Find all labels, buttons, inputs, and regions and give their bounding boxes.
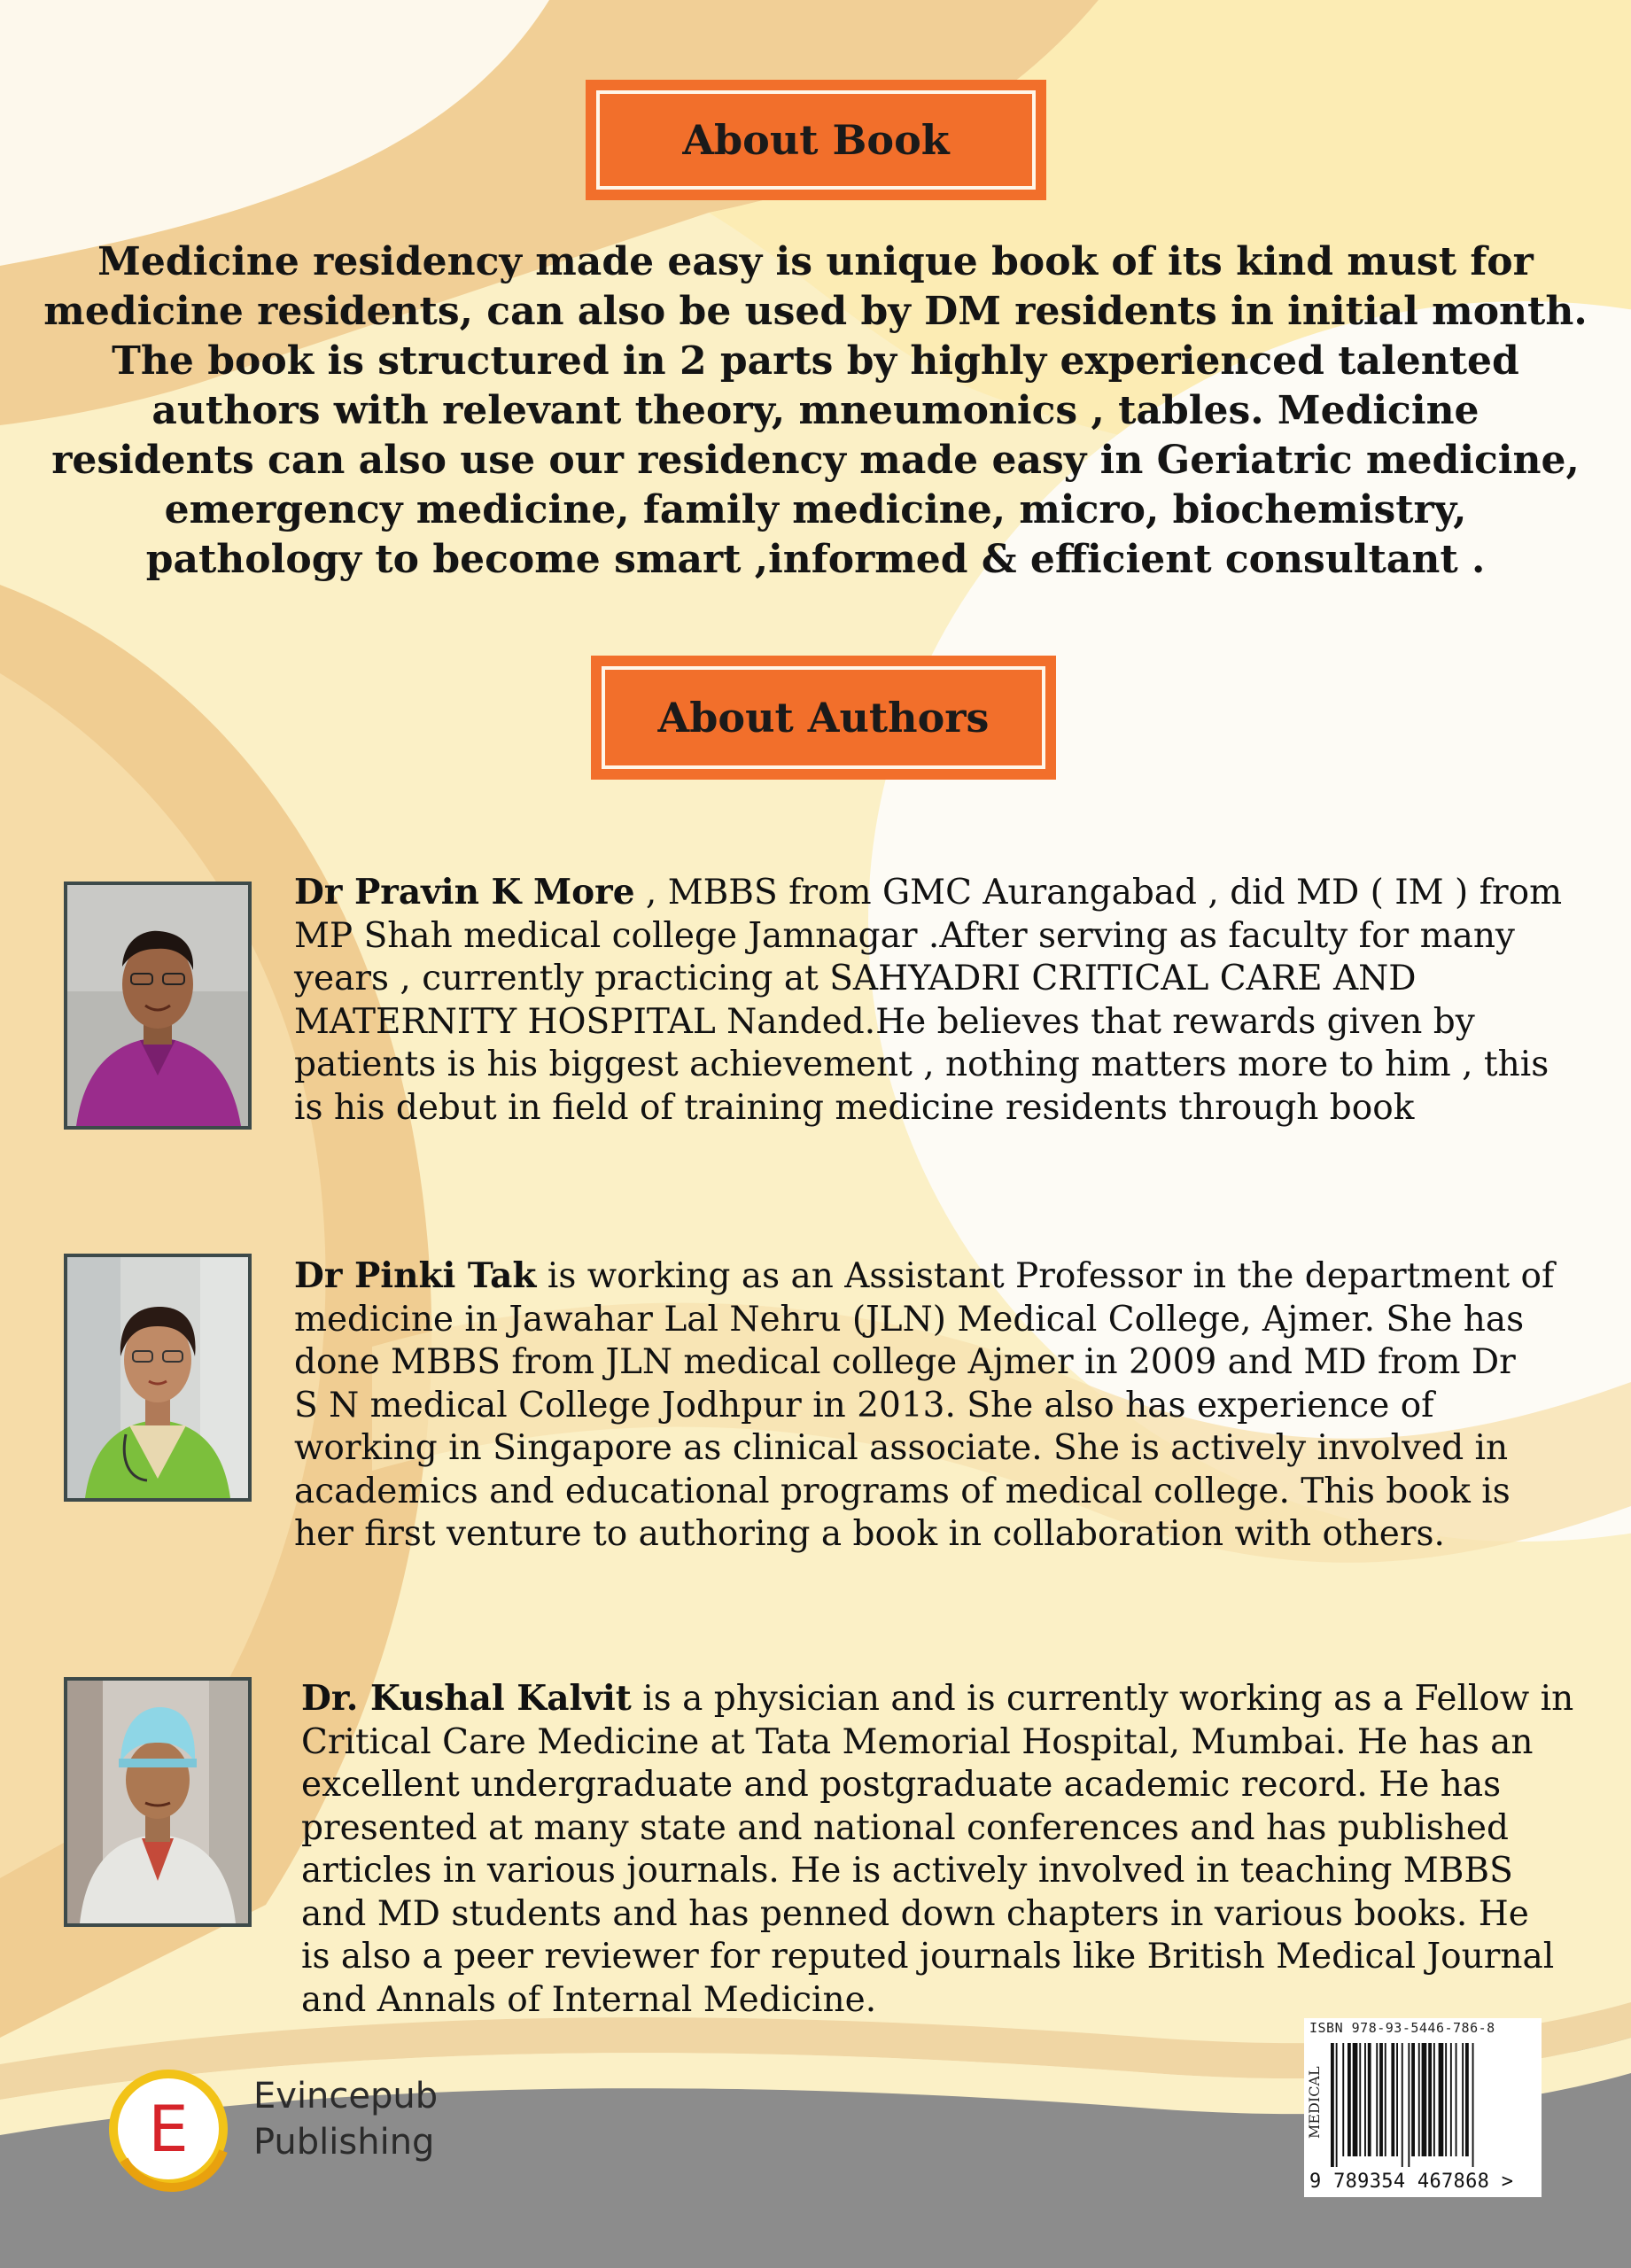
author-bio-line: medicine in Jawahar Lal Nehru (JLN) Medical College, Ajmer. She has bbox=[294, 1299, 1525, 1340]
barcode-bar bbox=[1418, 2043, 1420, 2156]
isbn-label: ISBN 978-93-5446-786-8 bbox=[1309, 2020, 1495, 2036]
barcode-bar bbox=[1331, 2043, 1334, 2167]
barcode-bar bbox=[1336, 2043, 1338, 2167]
barcode-bar bbox=[1379, 2043, 1383, 2156]
barcode-bar bbox=[1408, 2043, 1410, 2167]
author-bio-line: and MD students and has penned down chapters in various books. He bbox=[301, 1893, 1529, 1934]
about-book-line: pathology to become smart ,informed & efficient consultant . bbox=[145, 537, 1486, 582]
publisher-name-line: Evincepub bbox=[253, 2076, 439, 2117]
author-bio-kushal-kalvit bbox=[301, 1677, 1604, 2022]
about-book-line: Medicine residency made easy is unique book of its kind must for bbox=[97, 239, 1534, 284]
author-bio-line: is also a peer reviewer for reputed journals like British Medical Journal bbox=[301, 1937, 1555, 1977]
author-bio-pravin-more bbox=[294, 871, 1605, 1130]
author-bio-pinki-tak bbox=[294, 1254, 1605, 1557]
author-bio-line: her first venture to authoring a book in collaboration with others. bbox=[294, 1514, 1445, 1554]
author-bio-line: and Annals of Internal Medicine. bbox=[301, 1979, 877, 2020]
barcode-bar bbox=[1402, 2043, 1403, 2167]
author-bio-line: , MBBS from GMC Aurangabad , did MD ( IM ) from bbox=[634, 873, 1563, 913]
barcode-bar bbox=[1385, 2043, 1386, 2156]
barcode-bar bbox=[1364, 2043, 1366, 2156]
author-bio-line: Critical Care Medicine at Tata Memorial Hospital, Mumbai. He has an bbox=[301, 1721, 1534, 1762]
publisher-name bbox=[253, 2073, 438, 2165]
barcode-bar bbox=[1376, 2043, 1378, 2156]
barcode-bar bbox=[1396, 2043, 1398, 2156]
author-photo-kushal-kalvit bbox=[64, 1677, 252, 1927]
author-bio-line: MP Shah medical college Jamnagar .After serving as faculty for many bbox=[294, 915, 1515, 956]
barcode-bar bbox=[1445, 2043, 1447, 2156]
about-book-description bbox=[35, 237, 1596, 585]
publisher-name-line: Publishing bbox=[253, 2122, 435, 2163]
barcode-bar bbox=[1465, 2043, 1469, 2156]
about-authors-heading-box bbox=[591, 656, 1056, 780]
author-bio-line: MATERNITY HOSPITAL Nanded.He believes that rewards given by bbox=[294, 1001, 1475, 1042]
author-bio-line: academics and educational programs of medical college. This book is bbox=[294, 1471, 1511, 1511]
author-bio-line: S N medical College Jodhpur in 2013. She also has experience of bbox=[294, 1385, 1434, 1425]
author-photo-pravin-more bbox=[64, 882, 252, 1130]
about-book-line: The book is structured in 2 parts by highly experienced talented bbox=[112, 338, 1519, 384]
barcode-bar bbox=[1462, 2043, 1464, 2156]
author-bio-line: working in Singapore as clinical associate. She is actively involved in bbox=[294, 1428, 1509, 1468]
author-bio-line: is working as an Assistant Professor in the department of bbox=[536, 1256, 1555, 1296]
barcode-bars bbox=[1331, 2043, 1520, 2167]
barcode-bar bbox=[1359, 2043, 1361, 2156]
barcode-bar bbox=[1456, 2043, 1457, 2156]
author-bio-line: articles in various journals. He is actively involved in teaching MBBS bbox=[301, 1851, 1513, 1891]
barcode-bar bbox=[1411, 2043, 1415, 2156]
barcode-number: 9 789354 467868 > bbox=[1309, 2171, 1514, 2193]
about-authors-heading: About Authors bbox=[657, 694, 990, 742]
barcode-bar bbox=[1439, 2043, 1444, 2156]
author-bio-line: excellent undergraduate and postgraduate academic record. He has bbox=[301, 1765, 1502, 1805]
barcode-category: MEDICAL bbox=[1306, 2066, 1323, 2139]
barcode-bar bbox=[1353, 2043, 1358, 2156]
barcode-bar bbox=[1422, 2043, 1427, 2156]
author-bio-line: presented at many state and national conferences and has published bbox=[301, 1807, 1509, 1848]
barcode-bar bbox=[1433, 2043, 1435, 2156]
about-book-line: authors with relevant theory, mneumonics , tables. Medicine bbox=[151, 388, 1480, 433]
barcode-bar bbox=[1348, 2043, 1351, 2156]
barcode-bar bbox=[1391, 2043, 1394, 2156]
svg-text:E: E bbox=[148, 2092, 189, 2166]
about-book-line: emergency medicine, family medicine, micro, biochemistry, bbox=[164, 487, 1467, 532]
author-bio-line: is his debut in field of training medicine residents through book bbox=[294, 1087, 1415, 1128]
isbn-barcode bbox=[1304, 2018, 1542, 2197]
author-bio-line: done MBBS from JLN medical college Ajmer in 2009 and MD from Dr bbox=[294, 1342, 1516, 1382]
author-photo-pinki-tak bbox=[64, 1254, 252, 1502]
barcode-bar bbox=[1472, 2043, 1474, 2167]
barcode-bar bbox=[1428, 2043, 1432, 2156]
author-bio-line: is a physician and is currently working as a Fellow in bbox=[631, 1679, 1574, 1719]
barcode-bar bbox=[1368, 2043, 1371, 2156]
about-book-line: residents can also use our residency made easy in Geriatric medicine, bbox=[51, 438, 1580, 483]
about-book-heading-box bbox=[586, 80, 1046, 200]
author-name: Dr Pinki Tak bbox=[294, 1255, 537, 1296]
author-name: Dr. Kushal Kalvit bbox=[301, 1678, 632, 1719]
author-bio-line: patients is his biggest achievement , nothing matters more to him , this bbox=[294, 1045, 1549, 1084]
about-book-heading: About Book bbox=[682, 116, 950, 164]
author-bio-line: years , currently practicing at SAHYADRI CRITICAL CARE AND bbox=[294, 959, 1417, 998]
barcode-bar bbox=[1342, 2043, 1344, 2156]
author-name: Dr Pravin K More bbox=[294, 872, 635, 913]
barcode-bar bbox=[1450, 2043, 1452, 2156]
about-book-line: medicine residents, can also be used by DM residents in initial month. bbox=[43, 289, 1588, 334]
